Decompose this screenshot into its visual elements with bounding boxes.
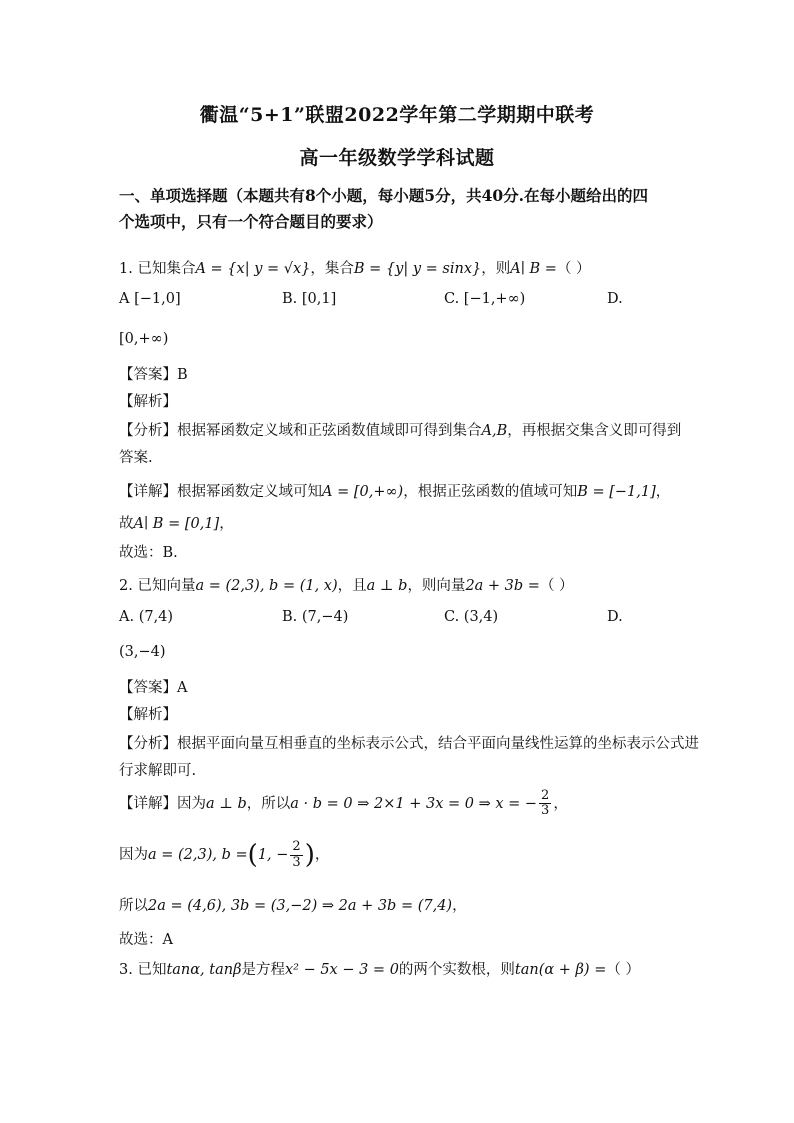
q2-detail-line2: 因为a = (2,3), b =(1, − $\frac{2}{3}$ )， bbox=[119, 839, 330, 870]
q2-detail: 【详解】因为a ⊥ b，所以a · b = 0 ⇒ 2×1 + 3x = 0 ⇒ x = − $\frac{2}{3}$ ， bbox=[119, 788, 568, 819]
q1-stem: 1. 已知集合A = {x| y = √x}，集合B = {y| y = sinx}，则A∣ B =（ ） bbox=[119, 261, 591, 277]
q2-option-d-value: (3,−4) bbox=[119, 644, 166, 660]
q2-choice: 故选：A bbox=[119, 932, 173, 948]
exam-subtitle: 高一年级数学学科试题 bbox=[299, 147, 495, 169]
q1-fenxi: 【分析】根据幂函数定义域和正弦函数值域即可得到集合A,B，再根据交集含义即可得到 bbox=[119, 423, 682, 439]
q1-fenxi-cont: 答案. bbox=[119, 450, 153, 466]
q1-answer: 【答案】B bbox=[119, 367, 188, 383]
q1-option-a: A [−1,0] bbox=[119, 291, 181, 307]
q2-option-d: D. bbox=[607, 609, 623, 625]
q3-stem: 3. 已知tanα, tanβ是方程x² − 5x − 3 = 0的两个实数根，则tan(α + β) =（ ） bbox=[119, 962, 640, 978]
fraction: $\frac{2}{3}$ bbox=[541, 788, 550, 819]
q2-fenxi-cont: 行求解即可. bbox=[119, 763, 197, 779]
q1-option-b: B. [0,1] bbox=[282, 291, 337, 307]
q1-conclusion: 故A∣ B = [0,1]， bbox=[119, 516, 234, 532]
q1-option-c: C. [−1,+∞) bbox=[444, 291, 526, 307]
q2-detail-line3: 所以2a = (4,6), 3b = (3,−2) ⇒ 2a + 3b = (7,4)， bbox=[119, 898, 467, 914]
q1-option-d: D. bbox=[607, 291, 623, 307]
q2-option-c: C. (3,4) bbox=[444, 609, 499, 625]
q2-analysis-label: 【解析】 bbox=[119, 707, 177, 723]
fraction: $\frac{2}{3}$ bbox=[292, 839, 301, 870]
q2-stem: 2. 已知向量a = (2,3), b = (1, x)，且a ⊥ b，则向量2a + 3b =（ ） bbox=[119, 578, 574, 594]
section-heading-2: 个选项中，只有一个符合题目的要求） bbox=[119, 212, 383, 231]
section-heading-1: 一、单项选择题（本题共有8个小题，每小题5分，共40分.在每小题给出的四 bbox=[119, 186, 649, 205]
q1-choice: 故选：B. bbox=[119, 545, 178, 561]
q2-option-a: A. (7,4) bbox=[119, 609, 174, 625]
exam-title: 衢温“5+1”联盟2022学年第二学期期中联考 bbox=[199, 104, 595, 126]
q1-option-d-value: [0,+∞) bbox=[119, 331, 169, 347]
q2-answer: 【答案】A bbox=[119, 680, 188, 696]
q2-fenxi: 【分析】根据平面向量互相垂直的坐标表示公式，结合平面向量线性运算的坐标表示公式进 bbox=[119, 736, 699, 752]
q1-detail: 【详解】根据幂函数定义域可知A = [0,+∞)，根据正弦函数的值域可知B = [−1,1]， bbox=[119, 484, 671, 500]
q1-analysis-label: 【解析】 bbox=[119, 394, 177, 410]
q2-option-b: B. (7,−4) bbox=[282, 609, 349, 625]
